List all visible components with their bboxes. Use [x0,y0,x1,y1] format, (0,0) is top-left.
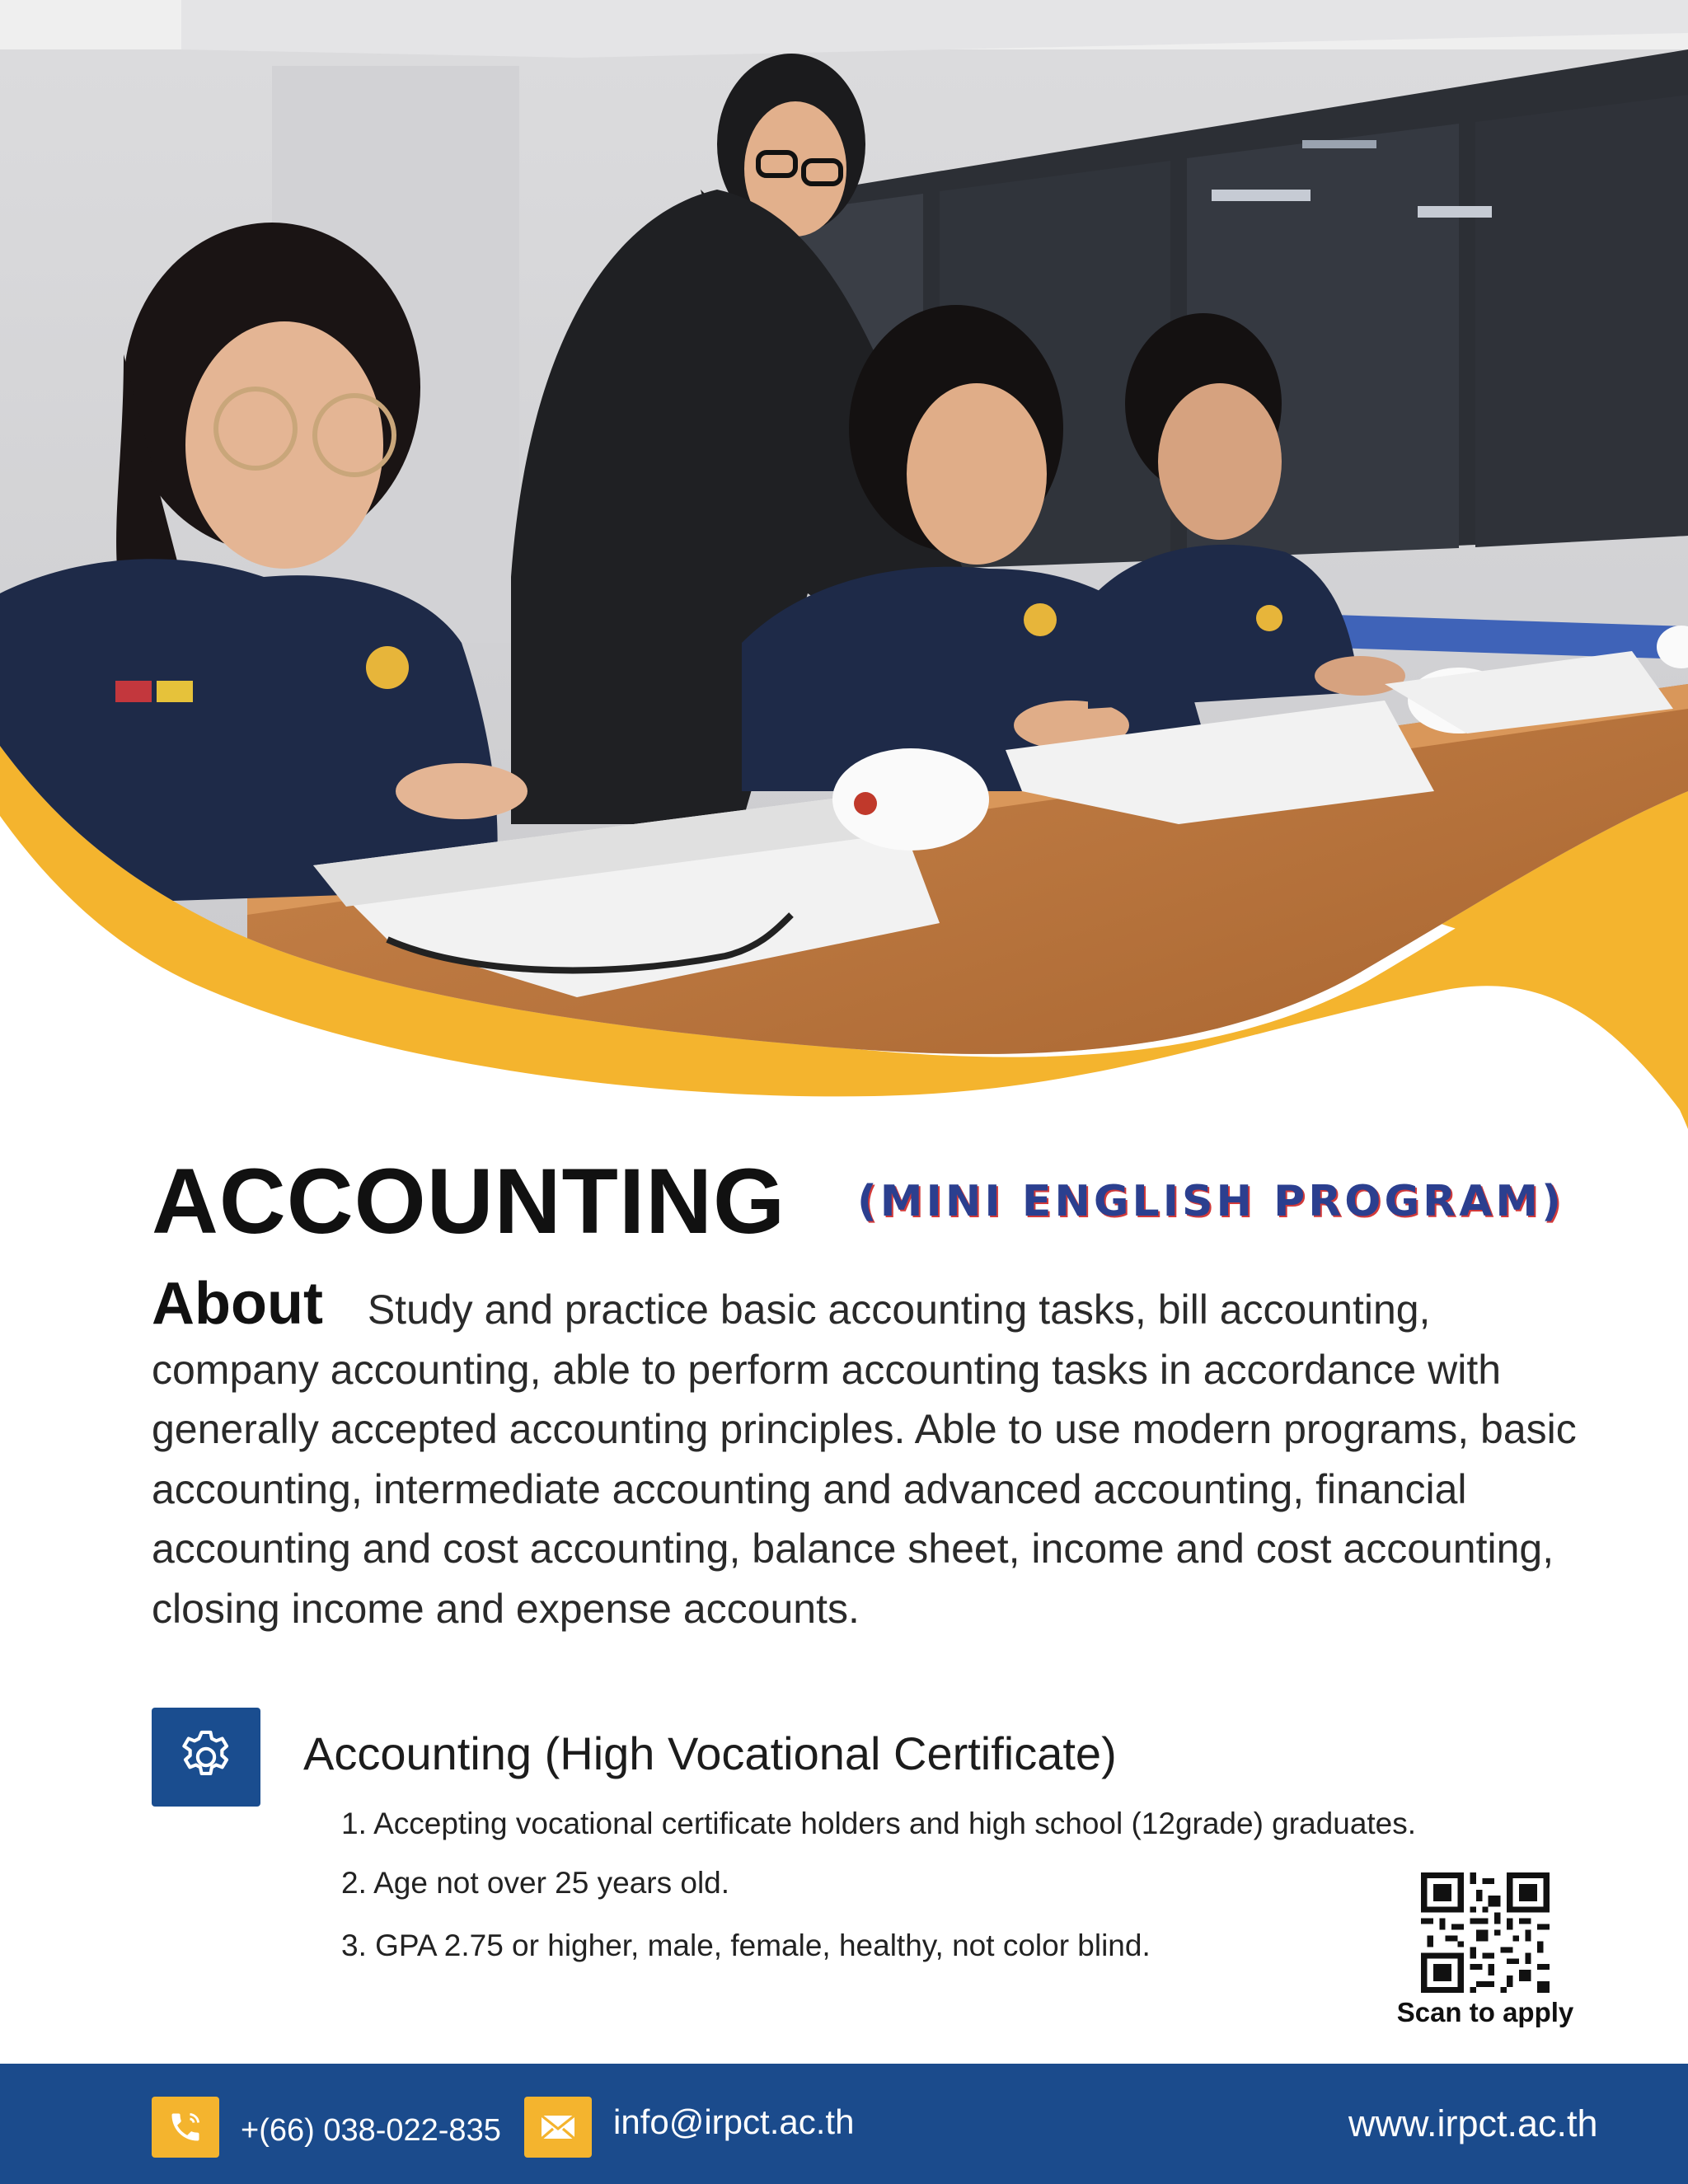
phone-link[interactable]: +(66) 038-022-835 [241,2113,501,2148]
about-heading: About [152,1271,323,1337]
requirement-item: 2. Age not over 25 years old. [341,1866,730,1900]
about-section [152,1271,1602,1638]
program-subtitle: (MINI ENGLISH PROGRAM) [857,1177,1564,1226]
envelope-icon [524,2097,592,2158]
requirement-item: 1. Accepting vocational certificate holders and high school (12grade) graduates. [341,1807,1417,1840]
qr-label: Scan to apply [1396,1997,1574,2027]
page-title: ACCOUNTING [152,1150,786,1253]
program-title: Accounting (High Vocational Certificate) [303,1727,1117,1779]
footer-bar [0,2064,1688,2184]
phone-icon [152,2097,219,2158]
title-row [152,1144,1619,1259]
qr-code-icon[interactable] [1421,1872,1550,1993]
gear-icon [152,1708,260,1807]
email-link[interactable]: info@irpct.ac.th [613,2102,855,2141]
requirement-item: 3. GPA 2.75 or higher, male, female, healthy, not color blind. [341,1929,1151,1962]
website-link[interactable]: www.irpct.ac.th [1348,2102,1598,2144]
about-text: Study and practice basic accounting tasks, bill accounting, company accounting, able to perform accounting tasks in accordance with generally accepted accounting principles. Able to use modern programs, basic accounting, intermediate accounting and advanced accounting, financial accounting and cost accounting, balance sheet, income and cost accounting, closing income and expense accounts. [152,1286,1577,1632]
